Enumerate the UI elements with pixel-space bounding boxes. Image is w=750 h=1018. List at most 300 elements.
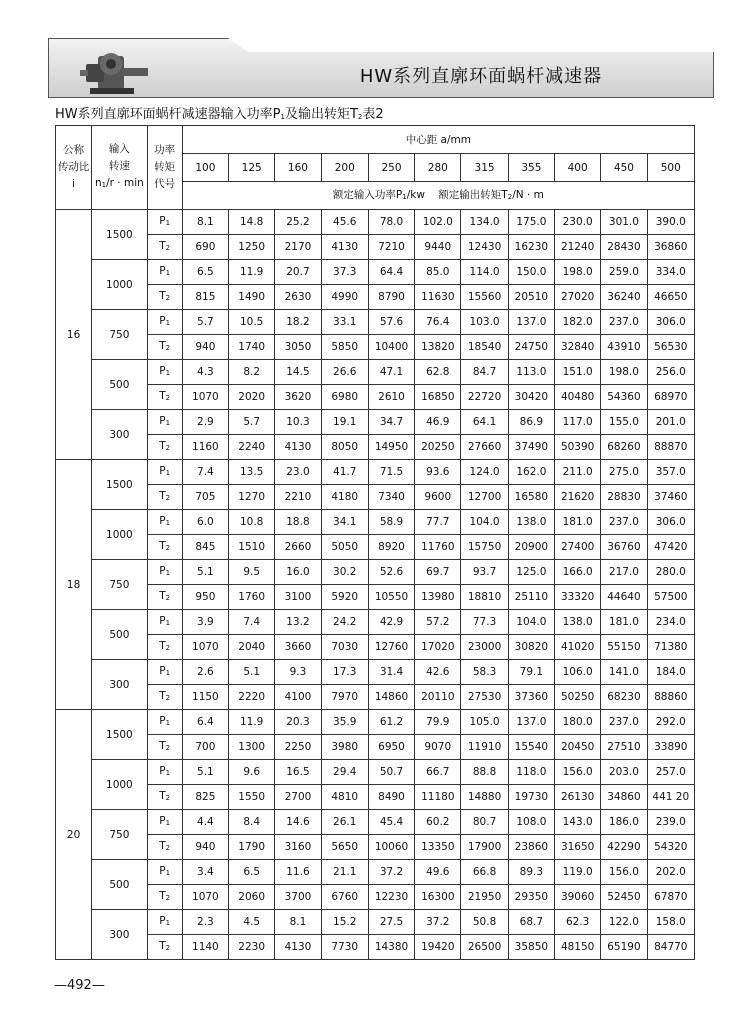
torque-cell: 5050 <box>321 535 368 560</box>
power-cell: 19.1 <box>321 410 368 435</box>
torque-cell: 1160 <box>182 435 228 460</box>
torque-cell: 705 <box>182 485 228 510</box>
data-table <box>55 125 695 960</box>
torque-cell: 17020 <box>415 635 461 660</box>
torque-cell: 30820 <box>508 635 554 660</box>
power-cell: 203.0 <box>601 760 647 785</box>
torque-cell: 3050 <box>275 335 321 360</box>
code-cell: T2 <box>147 535 182 560</box>
power-cell: 138.0 <box>555 610 601 635</box>
torque-cell: 4990 <box>321 285 368 310</box>
torque-cell: 54360 <box>601 385 647 410</box>
power-cell: 7.4 <box>182 460 228 485</box>
power-cell: 60.2 <box>415 810 461 835</box>
torque-cell: 21620 <box>555 485 601 510</box>
table-row <box>56 310 695 335</box>
power-cell: 143.0 <box>555 810 601 835</box>
power-cell: 88.8 <box>461 760 508 785</box>
code-cell: T2 <box>147 285 182 310</box>
torque-cell: 940 <box>182 835 228 860</box>
power-cell: 14.5 <box>275 360 321 385</box>
torque-cell: 2170 <box>275 235 321 260</box>
power-cell: 29.4 <box>321 760 368 785</box>
torque-cell: 1150 <box>182 685 228 710</box>
header-title: HW系列直廓环面蜗杆减速器 <box>359 66 603 87</box>
power-cell: 6.5 <box>229 860 275 885</box>
torque-cell: 24750 <box>508 335 554 360</box>
power-cell: 186.0 <box>601 810 647 835</box>
power-cell: 156.0 <box>555 760 601 785</box>
code-cell: T2 <box>147 735 182 760</box>
table-row <box>56 610 695 635</box>
power-cell: 14.6 <box>275 810 321 835</box>
power-cell: 52.6 <box>368 560 414 585</box>
power-cell: 34.1 <box>321 510 368 535</box>
torque-cell: 845 <box>182 535 228 560</box>
page-header <box>48 38 714 98</box>
power-cell: 66.7 <box>415 760 461 785</box>
power-cell: 50.8 <box>461 910 508 935</box>
torque-cell: 4130 <box>275 935 321 960</box>
power-cell: 105.0 <box>461 710 508 735</box>
torque-cell: 16230 <box>508 235 554 260</box>
table-row <box>56 685 695 710</box>
torque-cell: 2660 <box>275 535 321 560</box>
power-cell: 6.0 <box>182 510 228 535</box>
torque-cell: 21950 <box>461 885 508 910</box>
power-cell: 234.0 <box>647 610 694 635</box>
power-cell: 137.0 <box>508 710 554 735</box>
torque-cell: 2630 <box>275 285 321 310</box>
torque-cell: 43910 <box>601 335 647 360</box>
header-rated: 额定输入功率P1/kw 额定输出转矩T2/N · m <box>182 182 694 210</box>
torque-cell: 5850 <box>321 335 368 360</box>
power-cell: 217.0 <box>601 560 647 585</box>
power-cell: 7.4 <box>229 610 275 635</box>
power-cell: 4.4 <box>182 810 228 835</box>
power-cell: 6.4 <box>182 710 228 735</box>
torque-cell: 1510 <box>229 535 275 560</box>
table-row <box>56 260 695 285</box>
torque-cell: 11760 <box>415 535 461 560</box>
power-cell: 138.0 <box>508 510 554 535</box>
speed-cell: 1500 <box>92 710 147 760</box>
power-cell: 23.0 <box>275 460 321 485</box>
torque-cell: 10550 <box>368 585 414 610</box>
torque-cell: 2240 <box>229 435 275 460</box>
power-cell: 30.2 <box>321 560 368 585</box>
torque-cell: 68970 <box>647 385 694 410</box>
torque-cell: 18810 <box>461 585 508 610</box>
torque-cell: 56530 <box>647 335 694 360</box>
table-row <box>56 660 695 685</box>
power-cell: 57.6 <box>368 310 414 335</box>
power-cell: 202.0 <box>647 860 694 885</box>
torque-cell: 20510 <box>508 285 554 310</box>
torque-cell: 12430 <box>461 235 508 260</box>
torque-cell: 84770 <box>647 935 694 960</box>
table-row <box>56 210 695 235</box>
torque-cell: 27510 <box>601 735 647 760</box>
power-cell: 181.0 <box>555 510 601 535</box>
power-cell: 78.0 <box>368 210 414 235</box>
code-cell: T2 <box>147 635 182 660</box>
power-cell: 62.3 <box>555 910 601 935</box>
distance-header: 500 <box>647 154 694 182</box>
code-cell: P1 <box>147 410 182 435</box>
power-cell: 61.2 <box>368 710 414 735</box>
power-cell: 84.7 <box>461 360 508 385</box>
power-cell: 184.0 <box>647 660 694 685</box>
distance-header: 315 <box>461 154 508 182</box>
torque-cell: 15750 <box>461 535 508 560</box>
distance-header: 100 <box>182 154 228 182</box>
power-cell: 2.3 <box>182 910 228 935</box>
code-cell: P1 <box>147 610 182 635</box>
gear-reducer-icon <box>76 42 156 96</box>
power-cell: 10.8 <box>229 510 275 535</box>
code-cell: P1 <box>147 310 182 335</box>
torque-cell: 441 20 <box>647 785 694 810</box>
table-row <box>56 560 695 585</box>
torque-cell: 3660 <box>275 635 321 660</box>
table-row <box>56 435 695 460</box>
ratio-cell: 20 <box>56 710 92 960</box>
torque-cell: 71380 <box>647 635 694 660</box>
torque-cell: 88870 <box>647 435 694 460</box>
torque-cell: 30420 <box>508 385 554 410</box>
code-cell: T2 <box>147 435 182 460</box>
table-row <box>56 385 695 410</box>
power-cell: 156.0 <box>601 860 647 885</box>
torque-cell: 1070 <box>182 885 228 910</box>
power-cell: 80.7 <box>461 810 508 835</box>
power-cell: 180.0 <box>555 710 601 735</box>
torque-cell: 4130 <box>275 435 321 460</box>
torque-cell: 11180 <box>415 785 461 810</box>
power-cell: 306.0 <box>647 310 694 335</box>
torque-cell: 1550 <box>229 785 275 810</box>
torque-cell: 2220 <box>229 685 275 710</box>
torque-cell: 5650 <box>321 835 368 860</box>
speed-cell: 500 <box>92 610 147 660</box>
speed-cell: 500 <box>92 360 147 410</box>
power-cell: 166.0 <box>555 560 601 585</box>
torque-cell: 14380 <box>368 935 414 960</box>
torque-cell: 17900 <box>461 835 508 860</box>
torque-cell: 54320 <box>647 835 694 860</box>
table-row <box>56 935 695 960</box>
torque-cell: 5920 <box>321 585 368 610</box>
torque-cell: 39060 <box>555 885 601 910</box>
torque-cell: 8790 <box>368 285 414 310</box>
torque-cell: 14880 <box>461 785 508 810</box>
power-cell: 292.0 <box>647 710 694 735</box>
power-cell: 14.8 <box>229 210 275 235</box>
power-cell: 103.0 <box>461 310 508 335</box>
power-cell: 5.7 <box>182 310 228 335</box>
torque-cell: 40480 <box>555 385 601 410</box>
power-cell: 6.5 <box>182 260 228 285</box>
power-cell: 76.4 <box>415 310 461 335</box>
power-cell: 26.6 <box>321 360 368 385</box>
power-cell: 2.6 <box>182 660 228 685</box>
code-cell: P1 <box>147 660 182 685</box>
torque-cell: 88860 <box>647 685 694 710</box>
speed-cell: 1000 <box>92 760 147 810</box>
power-cell: 211.0 <box>555 460 601 485</box>
speed-cell: 750 <box>92 310 147 360</box>
power-cell: 85.0 <box>415 260 461 285</box>
power-cell: 10.3 <box>275 410 321 435</box>
power-cell: 201.0 <box>647 410 694 435</box>
table-row <box>56 285 695 310</box>
table-caption: HW系列直廓环面蜗杆减速器输入功率P1及输出转矩T2表2 <box>55 107 384 122</box>
power-cell: 9.5 <box>229 560 275 585</box>
torque-cell: 13350 <box>415 835 461 860</box>
torque-cell: 9070 <box>415 735 461 760</box>
torque-cell: 55150 <box>601 635 647 660</box>
speed-cell: 1000 <box>92 510 147 560</box>
table-row <box>56 485 695 510</box>
power-cell: 77.3 <box>461 610 508 635</box>
power-cell: 5.1 <box>229 660 275 685</box>
table-row <box>56 760 695 785</box>
table-row <box>56 710 695 735</box>
power-cell: 134.0 <box>461 210 508 235</box>
power-cell: 198.0 <box>555 260 601 285</box>
torque-cell: 3980 <box>321 735 368 760</box>
code-cell: P1 <box>147 760 182 785</box>
power-cell: 150.0 <box>508 260 554 285</box>
speed-cell: 750 <box>92 810 147 860</box>
torque-cell: 6980 <box>321 385 368 410</box>
power-cell: 141.0 <box>601 660 647 685</box>
torque-cell: 15560 <box>461 285 508 310</box>
torque-cell: 33320 <box>555 585 601 610</box>
torque-cell: 1740 <box>229 335 275 360</box>
torque-cell: 8920 <box>368 535 414 560</box>
torque-cell: 1300 <box>229 735 275 760</box>
table-row <box>56 235 695 260</box>
power-cell: 102.0 <box>415 210 461 235</box>
power-cell: 237.0 <box>601 710 647 735</box>
power-cell: 8.4 <box>229 810 275 835</box>
distance-header: 250 <box>368 154 414 182</box>
power-cell: 301.0 <box>601 210 647 235</box>
torque-cell: 28430 <box>601 235 647 260</box>
torque-cell: 3700 <box>275 885 321 910</box>
torque-cell: 1790 <box>229 835 275 860</box>
power-cell: 122.0 <box>601 910 647 935</box>
power-cell: 45.6 <box>321 210 368 235</box>
torque-cell: 16300 <box>415 885 461 910</box>
torque-cell: 14950 <box>368 435 414 460</box>
torque-cell: 36760 <box>601 535 647 560</box>
torque-cell: 2060 <box>229 885 275 910</box>
power-cell: 58.3 <box>461 660 508 685</box>
code-cell: P1 <box>147 810 182 835</box>
header-center-distance: 中心距 a/mm <box>182 126 694 154</box>
code-cell: T2 <box>147 935 182 960</box>
code-cell: T2 <box>147 385 182 410</box>
torque-cell: 65190 <box>601 935 647 960</box>
power-cell: 45.4 <box>368 810 414 835</box>
power-cell: 124.0 <box>461 460 508 485</box>
table-row <box>56 735 695 760</box>
torque-cell: 20900 <box>508 535 554 560</box>
power-cell: 181.0 <box>601 610 647 635</box>
power-cell: 68.7 <box>508 910 554 935</box>
power-cell: 3.9 <box>182 610 228 635</box>
power-cell: 5.7 <box>229 410 275 435</box>
torque-cell: 37490 <box>508 435 554 460</box>
power-cell: 47.1 <box>368 360 414 385</box>
torque-cell: 27400 <box>555 535 601 560</box>
torque-cell: 50250 <box>555 685 601 710</box>
table-row <box>56 635 695 660</box>
torque-cell: 33890 <box>647 735 694 760</box>
power-cell: 10.5 <box>229 310 275 335</box>
torque-cell: 2610 <box>368 385 414 410</box>
power-cell: 11.9 <box>229 710 275 735</box>
power-cell: 334.0 <box>647 260 694 285</box>
torque-cell: 7970 <box>321 685 368 710</box>
torque-cell: 2700 <box>275 785 321 810</box>
table-row <box>56 910 695 935</box>
power-cell: 175.0 <box>508 210 554 235</box>
power-cell: 37.3 <box>321 260 368 285</box>
torque-cell: 6760 <box>321 885 368 910</box>
torque-cell: 28830 <box>601 485 647 510</box>
table-row <box>56 810 695 835</box>
torque-cell: 27530 <box>461 685 508 710</box>
power-cell: 137.0 <box>508 310 554 335</box>
torque-cell: 21240 <box>555 235 601 260</box>
power-cell: 71.5 <box>368 460 414 485</box>
power-cell: 5.1 <box>182 560 228 585</box>
power-cell: 390.0 <box>647 210 694 235</box>
torque-cell: 7730 <box>321 935 368 960</box>
power-cell: 35.9 <box>321 710 368 735</box>
power-cell: 275.0 <box>601 460 647 485</box>
code-cell: T2 <box>147 585 182 610</box>
power-cell: 198.0 <box>601 360 647 385</box>
torque-cell: 41020 <box>555 635 601 660</box>
table-row <box>56 335 695 360</box>
distance-header: 125 <box>229 154 275 182</box>
power-cell: 104.0 <box>508 610 554 635</box>
power-cell: 9.6 <box>229 760 275 785</box>
torque-cell: 16580 <box>508 485 554 510</box>
table-body <box>56 210 695 960</box>
torque-cell: 7030 <box>321 635 368 660</box>
power-cell: 42.6 <box>415 660 461 685</box>
torque-cell: 9600 <box>415 485 461 510</box>
power-cell: 11.6 <box>275 860 321 885</box>
torque-cell: 26500 <box>461 935 508 960</box>
torque-cell: 7340 <box>368 485 414 510</box>
power-cell: 24.2 <box>321 610 368 635</box>
torque-cell: 1250 <box>229 235 275 260</box>
power-cell: 4.3 <box>182 360 228 385</box>
power-cell: 256.0 <box>647 360 694 385</box>
code-cell: T2 <box>147 335 182 360</box>
torque-cell: 19730 <box>508 785 554 810</box>
power-cell: 41.7 <box>321 460 368 485</box>
power-cell: 2.9 <box>182 410 228 435</box>
table-row <box>56 360 695 385</box>
power-cell: 158.0 <box>647 910 694 935</box>
speed-cell: 300 <box>92 910 147 960</box>
table-row <box>56 510 695 535</box>
torque-cell: 23000 <box>461 635 508 660</box>
torque-cell: 1270 <box>229 485 275 510</box>
power-cell: 49.6 <box>415 860 461 885</box>
torque-cell: 1140 <box>182 935 228 960</box>
torque-cell: 7210 <box>368 235 414 260</box>
torque-cell: 4130 <box>321 235 368 260</box>
power-cell: 280.0 <box>647 560 694 585</box>
torque-cell: 2210 <box>275 485 321 510</box>
code-cell: P1 <box>147 210 182 235</box>
torque-cell: 42290 <box>601 835 647 860</box>
power-cell: 155.0 <box>601 410 647 435</box>
torque-cell: 690 <box>182 235 228 260</box>
torque-cell: 46650 <box>647 285 694 310</box>
table-row <box>56 785 695 810</box>
header-code: 功率 转矩 代号 <box>147 126 182 210</box>
torque-cell: 12230 <box>368 885 414 910</box>
power-cell: 20.7 <box>275 260 321 285</box>
distance-header: 450 <box>601 154 647 182</box>
torque-cell: 1760 <box>229 585 275 610</box>
torque-cell: 11910 <box>461 735 508 760</box>
torque-cell: 32840 <box>555 335 601 360</box>
speed-cell: 300 <box>92 660 147 710</box>
power-cell: 113.0 <box>508 360 554 385</box>
torque-cell: 44640 <box>601 585 647 610</box>
table-row <box>56 585 695 610</box>
power-cell: 306.0 <box>647 510 694 535</box>
power-cell: 18.8 <box>275 510 321 535</box>
power-cell: 50.7 <box>368 760 414 785</box>
code-cell: T2 <box>147 835 182 860</box>
power-cell: 57.2 <box>415 610 461 635</box>
torque-cell: 6950 <box>368 735 414 760</box>
torque-cell: 16850 <box>415 385 461 410</box>
table-row <box>56 885 695 910</box>
power-cell: 13.2 <box>275 610 321 635</box>
torque-cell: 26130 <box>555 785 601 810</box>
ratio-cell: 18 <box>56 460 92 710</box>
torque-cell: 27020 <box>555 285 601 310</box>
power-cell: 20.3 <box>275 710 321 735</box>
speed-cell: 500 <box>92 860 147 910</box>
torque-cell: 3620 <box>275 385 321 410</box>
torque-cell: 35850 <box>508 935 554 960</box>
torque-cell: 47420 <box>647 535 694 560</box>
torque-cell: 13820 <box>415 335 461 360</box>
power-cell: 25.2 <box>275 210 321 235</box>
power-cell: 4.5 <box>229 910 275 935</box>
torque-cell: 9440 <box>415 235 461 260</box>
torque-cell: 12700 <box>461 485 508 510</box>
power-cell: 125.0 <box>508 560 554 585</box>
code-cell: P1 <box>147 560 182 585</box>
table-row <box>56 835 695 860</box>
code-cell: T2 <box>147 785 182 810</box>
